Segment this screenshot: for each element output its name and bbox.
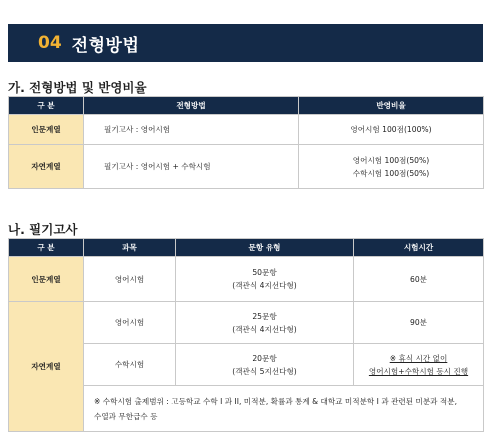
- category-cell: 자연계열: [9, 145, 84, 189]
- section-number: 04: [38, 33, 62, 53]
- method-ratio-table: [8, 96, 484, 189]
- column-header: 문항 유형: [176, 239, 354, 257]
- table-row: [9, 145, 484, 189]
- category-cell: 인문계열: [9, 257, 84, 302]
- table-row: [9, 257, 484, 302]
- category-cell: 자연계열: [9, 302, 84, 432]
- written-exam-table: [8, 238, 484, 432]
- table-header-row: [9, 239, 484, 257]
- method-cell: 필기고사 : 영어시험: [84, 115, 299, 145]
- ratio-line: 영어시험 100점(100%): [350, 125, 432, 134]
- time-note-line: ※ 휴식 시간 없이: [389, 353, 448, 363]
- subject-cell: 영어시험: [84, 257, 176, 302]
- subsection-title-a: 가. 전형방법 및 반영비율: [8, 80, 147, 95]
- question-count: 25문항: [252, 311, 277, 321]
- subsection-title-b: 나. 필기고사: [8, 222, 78, 237]
- question-type-cell: [176, 302, 354, 344]
- question-format: (객관식 4지선다형): [232, 281, 297, 290]
- section-title: 전형방법: [71, 35, 140, 56]
- method-cell: 필기고사 : 영어시험 + 수학시험: [84, 145, 299, 189]
- question-format: (객관식 4지선다형): [232, 324, 297, 334]
- table-row: [9, 302, 484, 344]
- table-header-row: [9, 97, 484, 115]
- footnote-line: 수열과 무한급수 등: [94, 411, 158, 421]
- column-header: 반영비율: [299, 97, 484, 115]
- ratio-cell: [299, 145, 484, 189]
- ratio-line: 영어시험 100점(50%): [352, 155, 430, 165]
- exam-time-cell: 60분: [354, 257, 484, 302]
- column-header: 구 분: [9, 97, 84, 115]
- question-type-cell: [176, 344, 354, 386]
- question-count: 50문항: [252, 268, 277, 277]
- column-header: 시험시간: [354, 239, 484, 257]
- column-header: 과목: [84, 239, 176, 257]
- question-format: (객관식 5지선다형): [232, 366, 297, 376]
- category-cell: 인문계열: [9, 115, 84, 145]
- section-header: [8, 24, 483, 62]
- question-count: 20문항: [252, 353, 277, 363]
- question-type-cell: [176, 257, 354, 302]
- subject-cell: 영어시험: [84, 302, 176, 344]
- footnote-cell: [84, 386, 484, 432]
- column-header: 전형방법: [84, 97, 299, 115]
- exam-time-cell: 90분: [354, 302, 484, 344]
- ratio-line: 수학시험 100점(50%): [352, 168, 430, 178]
- table-row: [9, 115, 484, 145]
- subject-cell: 수학시험: [84, 344, 176, 386]
- time-note-line: 영어시험+수학시험 동시 진행: [368, 366, 469, 376]
- footnote-line: ※ 수학시험 출제범위 : 고등학교 수학 I 과 II, 미적분, 확률과 통계 & 대학교 미적분학 I 과 관련된 미분과 적분,: [94, 396, 457, 406]
- ratio-cell: [299, 115, 484, 145]
- time-note-cell: [354, 344, 484, 386]
- column-header: 구 분: [9, 239, 84, 257]
